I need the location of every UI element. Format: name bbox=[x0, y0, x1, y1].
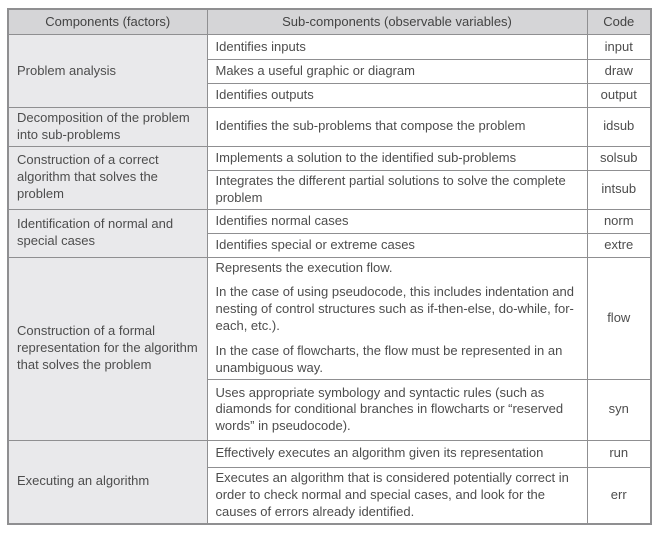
subcomponent-paragraph: In the case of flowcharts, the flow must be represented in an unambiguous way. bbox=[215, 343, 563, 376]
subcomponent-cell: Makes a useful graphic or diagram bbox=[207, 60, 587, 84]
header-subcomponents: Sub-components (observable variables) bbox=[207, 9, 587, 35]
code-cell: extre bbox=[587, 233, 651, 257]
subcomponent-cell: Identifies inputs bbox=[207, 35, 587, 60]
subcomponent-cell: Uses appropriate symbology and syntactic rules (such as diamonds for conditional branches in flowcharts or “reserved words” in pseudocode). bbox=[207, 379, 587, 440]
code-cell: err bbox=[587, 467, 651, 523]
code-cell: intsub bbox=[587, 170, 651, 209]
subcomponent-paragraph: Represents the execution flow. bbox=[215, 259, 393, 275]
table-row bbox=[8, 35, 651, 60]
code-cell: input bbox=[587, 35, 651, 60]
code-cell: output bbox=[587, 84, 651, 108]
component-cell-decomposition: Decomposition of the problem into sub-problems bbox=[8, 108, 207, 147]
code-cell: flow bbox=[587, 257, 651, 379]
subcomponent-cell: Identifies the sub-problems that compose the problem bbox=[207, 108, 587, 147]
table-row bbox=[8, 257, 651, 379]
subcomponent-cell: Implements a solution to the identified sub-problems bbox=[207, 146, 587, 170]
subcomponent-cell bbox=[207, 257, 587, 379]
component-cell-executing-algorithm: Executing an algorithm bbox=[8, 440, 207, 523]
code-cell: idsub bbox=[587, 108, 651, 147]
component-cell-formal-representation: Construction of a formal representation for the algorithm that solves the problem bbox=[8, 257, 207, 440]
table-row bbox=[8, 108, 651, 147]
header-components: Components (factors) bbox=[8, 9, 207, 35]
header-code: Code bbox=[587, 9, 651, 35]
component-cell-problem-analysis: Problem analysis bbox=[8, 35, 207, 108]
code-cell: norm bbox=[587, 209, 651, 233]
table-row bbox=[8, 440, 651, 467]
table-row bbox=[8, 209, 651, 233]
subcomponent-paragraph: In the case of using pseudocode, this includes indentation and nesting of control structures such as if-then-else, do-while, for-each, etc.). bbox=[215, 284, 574, 334]
subcomponent-cell: Identifies outputs bbox=[207, 84, 587, 108]
component-cell-correct-algorithm: Construction of a correct algorithm that solves the problem bbox=[8, 146, 207, 209]
subcomponent-cell: Identifies normal cases bbox=[207, 209, 587, 233]
code-cell: syn bbox=[587, 379, 651, 440]
component-cell-normal-special-cases: Identification of normal and special cases bbox=[8, 209, 207, 257]
subcomponent-cell: Effectively executes an algorithm given its representation bbox=[207, 440, 587, 467]
subcomponent-cell: Identifies special or extreme cases bbox=[207, 233, 587, 257]
code-cell: solsub bbox=[587, 146, 651, 170]
code-cell: run bbox=[587, 440, 651, 467]
code-cell: draw bbox=[587, 60, 651, 84]
table-row bbox=[8, 146, 651, 170]
subcomponent-cell: Executes an algorithm that is considered potentially correct in order to check normal and special cases, and look for the causes of errors already identified. bbox=[207, 467, 587, 523]
header-row bbox=[8, 9, 651, 35]
subcomponent-cell: Integrates the different partial solutions to solve the complete problem bbox=[207, 170, 587, 209]
components-subcomponents-table bbox=[7, 8, 652, 525]
